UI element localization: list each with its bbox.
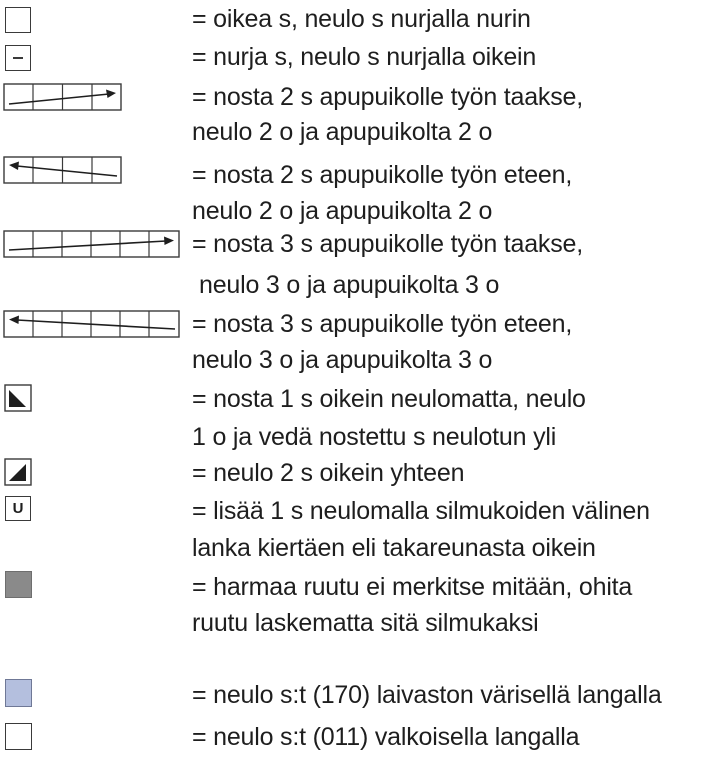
legend-text-cable-6-back-2: neulo 3 o ja apupuikolta 3 o <box>199 271 500 299</box>
legend-text-cable-4-front-1: = nosta 2 s apupuikolle työn eteen, <box>192 161 573 189</box>
legend-text-make-one-2: lanka kiertäen eli takareunasta oikein <box>192 534 596 562</box>
legend-text-knit: = oikea s, neulo s nurjalla nurin <box>192 5 531 33</box>
legend-text-white: = neulo s:t (011) valkoisella langalla <box>192 723 580 751</box>
legend-text-ssk-1: = nosta 1 s oikein neulomatta, neulo <box>192 385 586 413</box>
make-one-u-icon <box>5 496 31 521</box>
white-color-square <box>5 723 32 750</box>
grey-no-stitch-square <box>5 571 32 598</box>
make-one-u-glyph: U <box>12 500 24 517</box>
legend-text-grey-1: = harmaa ruutu ei merkitse mitään, ohita <box>192 573 633 601</box>
legend-text-cable-6-front-1: = nosta 3 s apupuikolle työn eteen, <box>192 310 573 338</box>
legend-text-k2tog: = neulo 2 s oikein yhteen <box>192 459 465 487</box>
legend-text-cable-6-back-1: = nosta 3 s apupuikolle työn taakse, <box>192 230 583 258</box>
cable-4-back-icon <box>3 83 123 111</box>
ssk-triangle-icon <box>4 384 32 412</box>
legend-text-make-one-1: = lisää 1 s neulomalla silmukoiden välinen <box>192 497 650 525</box>
legend-text-purl: = nurja s, neulo s nurjalla oikein <box>192 43 537 71</box>
legend-text-navy: = neulo s:t (170) laivaston värisellä langalla <box>192 681 662 709</box>
legend-text-cable-4-front-2: neulo 2 o ja apupuikolta 2 o <box>192 197 493 225</box>
legend-text-cable-6-front-2: neulo 3 o ja apupuikolta 3 o <box>192 346 493 374</box>
cable-6-back-icon <box>3 230 181 258</box>
legend-text-cable-4-back-2: neulo 2 o ja apupuikolta 2 o <box>192 118 493 146</box>
cable-4-front-icon <box>3 156 123 184</box>
legend-text-cable-4-back-1: = nosta 2 s apupuikolle työn taakse, <box>192 83 583 111</box>
k2tog-triangle-icon <box>4 458 32 486</box>
cable-6-front-icon <box>3 310 181 338</box>
legend-text-ssk-2: 1 o ja vedä nostettu s neulotun yli <box>192 423 557 451</box>
navy-color-square <box>5 679 32 707</box>
purl-dash-square <box>5 45 31 71</box>
knit-square <box>5 7 31 33</box>
legend-text-grey-2: ruutu laskematta sitä silmukaksi <box>192 609 539 637</box>
